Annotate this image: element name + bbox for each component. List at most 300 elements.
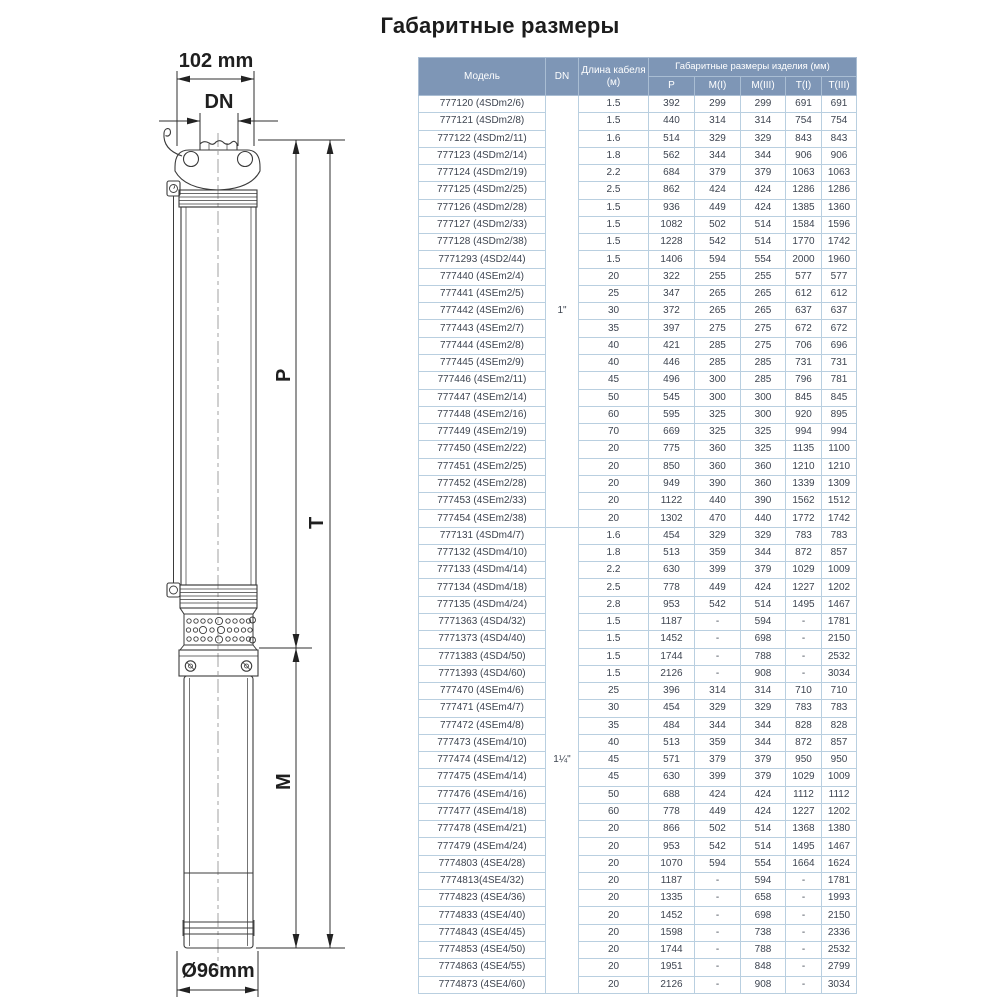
table-row bbox=[419, 838, 857, 855]
t3-cell: 845 bbox=[822, 389, 857, 406]
m3-cell: 658 bbox=[741, 890, 786, 907]
m3-cell: 265 bbox=[741, 285, 786, 302]
t3-cell: 672 bbox=[822, 320, 857, 337]
model-cell: 777128 (4SDm2/38) bbox=[419, 234, 546, 251]
table-row bbox=[419, 354, 857, 371]
t3-cell: 895 bbox=[822, 406, 857, 423]
screw-right bbox=[241, 661, 251, 671]
t1-cell: 950 bbox=[786, 752, 822, 769]
cable-length-cell: 20 bbox=[579, 959, 649, 976]
cable-length-cell: 1.5 bbox=[579, 251, 649, 268]
m1-cell: 449 bbox=[695, 803, 741, 820]
t3-cell: 2799 bbox=[822, 959, 857, 976]
m1-cell: 449 bbox=[695, 579, 741, 596]
m3-cell: 379 bbox=[741, 562, 786, 579]
cable-length-cell: 30 bbox=[579, 303, 649, 320]
p-cell: 421 bbox=[649, 337, 695, 354]
table-row bbox=[419, 424, 857, 441]
cable-length-cell: 60 bbox=[579, 803, 649, 820]
t1-cell: 1664 bbox=[786, 855, 822, 872]
m1-cell: 470 bbox=[695, 510, 741, 527]
p-cell: 1302 bbox=[649, 510, 695, 527]
t1-cell: 1584 bbox=[786, 216, 822, 233]
table-row bbox=[419, 717, 857, 734]
t3-cell: 2150 bbox=[822, 907, 857, 924]
table-row bbox=[419, 596, 857, 613]
dim-102mm-label: 102 mm bbox=[178, 50, 254, 72]
p-cell: 775 bbox=[649, 441, 695, 458]
pump-head bbox=[164, 129, 260, 207]
table-row bbox=[419, 803, 857, 820]
t1-cell: 1227 bbox=[786, 579, 822, 596]
p-cell: 630 bbox=[649, 562, 695, 579]
table-row bbox=[419, 441, 857, 458]
p-cell: 953 bbox=[649, 838, 695, 855]
m3-cell: 390 bbox=[741, 493, 786, 510]
m3-cell: 424 bbox=[741, 803, 786, 820]
model-cell: 777120 (4SDm2/6) bbox=[419, 96, 546, 113]
model-cell: 777452 (4SEm2/28) bbox=[419, 475, 546, 492]
table-row bbox=[419, 406, 857, 423]
m3-cell: 514 bbox=[741, 596, 786, 613]
table-row bbox=[419, 113, 857, 130]
t1-cell: - bbox=[786, 890, 822, 907]
p-cell: 1070 bbox=[649, 855, 695, 872]
t1-cell: 2000 bbox=[786, 251, 822, 268]
model-cell: 777127 (4SDm2/33) bbox=[419, 216, 546, 233]
t3-cell: 1993 bbox=[822, 890, 857, 907]
dimension-table-body bbox=[419, 96, 857, 994]
cable-clamp-bottom bbox=[167, 583, 180, 597]
p-cell: 1335 bbox=[649, 890, 695, 907]
model-cell: 777474 (4SEm4/12) bbox=[419, 752, 546, 769]
m1-cell: - bbox=[695, 631, 741, 648]
table-row bbox=[419, 890, 857, 907]
t3-cell: 3034 bbox=[822, 976, 857, 993]
cable-length-cell: 40 bbox=[579, 337, 649, 354]
table-row bbox=[419, 182, 857, 199]
t3-cell: 1512 bbox=[822, 493, 857, 510]
m3-cell: 514 bbox=[741, 234, 786, 251]
dimension-m bbox=[293, 648, 300, 948]
m3-cell: 379 bbox=[741, 165, 786, 182]
column-header-t1: T(I) bbox=[786, 77, 822, 96]
model-cell: 7774853 (4SE4/50) bbox=[419, 942, 546, 959]
motor-section bbox=[183, 676, 254, 948]
dimension-t bbox=[327, 140, 334, 948]
m3-cell: 554 bbox=[741, 251, 786, 268]
m3-cell: 314 bbox=[741, 683, 786, 700]
t1-cell: 754 bbox=[786, 113, 822, 130]
table-header bbox=[419, 58, 857, 96]
t1-cell: 906 bbox=[786, 147, 822, 164]
dimensions-table-container bbox=[418, 57, 856, 994]
table-row bbox=[419, 613, 857, 630]
t1-cell: 872 bbox=[786, 734, 822, 751]
cable-length-cell: 1.5 bbox=[579, 665, 649, 682]
m3-cell: 594 bbox=[741, 872, 786, 889]
m1-cell: - bbox=[695, 924, 741, 941]
table-row bbox=[419, 165, 857, 182]
m1-cell: 329 bbox=[695, 527, 741, 544]
m1-cell: 424 bbox=[695, 786, 741, 803]
t3-cell: 2532 bbox=[822, 648, 857, 665]
m1-cell: 300 bbox=[695, 372, 741, 389]
t1-cell: 994 bbox=[786, 424, 822, 441]
m3-cell: 788 bbox=[741, 942, 786, 959]
extension-lines bbox=[256, 140, 345, 948]
m3-cell: 300 bbox=[741, 406, 786, 423]
cable-length-cell: 1.5 bbox=[579, 613, 649, 630]
p-cell: 454 bbox=[649, 700, 695, 717]
t1-cell: 1286 bbox=[786, 182, 822, 199]
motor-coupling bbox=[179, 650, 258, 676]
m1-cell: 265 bbox=[695, 285, 741, 302]
t3-cell: 1624 bbox=[822, 855, 857, 872]
m1-cell: 359 bbox=[695, 544, 741, 561]
model-cell: 7774863 (4SE4/55) bbox=[419, 959, 546, 976]
model-cell: 7771373 (4SD4/40) bbox=[419, 631, 546, 648]
m1-cell: 255 bbox=[695, 268, 741, 285]
t1-cell: 1368 bbox=[786, 821, 822, 838]
t1-cell: 783 bbox=[786, 700, 822, 717]
m3-cell: 908 bbox=[741, 976, 786, 993]
m1-cell: - bbox=[695, 976, 741, 993]
m1-cell: - bbox=[695, 665, 741, 682]
m1-cell: 399 bbox=[695, 562, 741, 579]
cable-length-cell: 1.5 bbox=[579, 199, 649, 216]
t3-cell: 828 bbox=[822, 717, 857, 734]
m3-cell: 514 bbox=[741, 838, 786, 855]
m1-cell: 360 bbox=[695, 458, 741, 475]
model-cell: 777479 (4SEm4/24) bbox=[419, 838, 546, 855]
p-cell: 850 bbox=[649, 458, 695, 475]
cable-length-cell: 20 bbox=[579, 838, 649, 855]
p-cell: 514 bbox=[649, 130, 695, 147]
m1-cell: 314 bbox=[695, 683, 741, 700]
m3-cell: 275 bbox=[741, 320, 786, 337]
m3-cell: 255 bbox=[741, 268, 786, 285]
t1-cell: 796 bbox=[786, 372, 822, 389]
m1-cell: 360 bbox=[695, 441, 741, 458]
pump-body bbox=[167, 207, 257, 614]
p-cell: 322 bbox=[649, 268, 695, 285]
p-cell: 1122 bbox=[649, 493, 695, 510]
t3-cell: 1742 bbox=[822, 510, 857, 527]
p-cell: 396 bbox=[649, 683, 695, 700]
cable-length-cell: 40 bbox=[579, 354, 649, 371]
t3-cell: 1309 bbox=[822, 475, 857, 492]
t3-cell: 1202 bbox=[822, 579, 857, 596]
table-row bbox=[419, 562, 857, 579]
m3-cell: 908 bbox=[741, 665, 786, 682]
cable-length-cell: 25 bbox=[579, 683, 649, 700]
column-header-m1: M(I) bbox=[695, 77, 741, 96]
m1-cell: 325 bbox=[695, 424, 741, 441]
t1-cell: 1135 bbox=[786, 441, 822, 458]
table-row bbox=[419, 821, 857, 838]
m1-cell: - bbox=[695, 872, 741, 889]
cable-length-cell: 45 bbox=[579, 752, 649, 769]
table-row bbox=[419, 268, 857, 285]
t3-cell: 857 bbox=[822, 734, 857, 751]
p-cell: 866 bbox=[649, 821, 695, 838]
cable-length-cell: 20 bbox=[579, 821, 649, 838]
model-cell: 777447 (4SEm2/14) bbox=[419, 389, 546, 406]
dn-cell: 1" bbox=[546, 96, 579, 528]
m1-cell: 449 bbox=[695, 199, 741, 216]
t1-cell: 920 bbox=[786, 406, 822, 423]
m1-cell: - bbox=[695, 907, 741, 924]
table-row bbox=[419, 527, 857, 544]
m3-cell: 325 bbox=[741, 424, 786, 441]
dim-p-label: P bbox=[273, 368, 295, 382]
model-cell: 7771393 (4SD4/60) bbox=[419, 665, 546, 682]
t3-cell: 994 bbox=[822, 424, 857, 441]
m3-cell: 788 bbox=[741, 648, 786, 665]
m1-cell: 300 bbox=[695, 389, 741, 406]
model-cell: 777122 (4SDm2/11) bbox=[419, 130, 546, 147]
m3-cell: 344 bbox=[741, 717, 786, 734]
t3-cell: 1467 bbox=[822, 596, 857, 613]
t3-cell: 691 bbox=[822, 96, 857, 113]
p-cell: 936 bbox=[649, 199, 695, 216]
m3-cell: 698 bbox=[741, 631, 786, 648]
p-cell: 1187 bbox=[649, 613, 695, 630]
m3-cell: 424 bbox=[741, 579, 786, 596]
cable-length-cell: 1.5 bbox=[579, 113, 649, 130]
cable-length-cell: 20 bbox=[579, 976, 649, 993]
dimensions-table bbox=[418, 57, 857, 994]
m1-cell: 424 bbox=[695, 182, 741, 199]
t3-cell: 2150 bbox=[822, 631, 857, 648]
t1-cell: 1210 bbox=[786, 458, 822, 475]
m3-cell: 424 bbox=[741, 182, 786, 199]
dn-cell: 1¼" bbox=[546, 527, 579, 993]
cable-length-cell: 20 bbox=[579, 924, 649, 941]
m1-cell: - bbox=[695, 613, 741, 630]
p-cell: 953 bbox=[649, 596, 695, 613]
table-row bbox=[419, 234, 857, 251]
threaded-outlet bbox=[200, 141, 237, 150]
dim-t-label: T bbox=[306, 516, 328, 529]
model-cell: 777448 (4SEm2/16) bbox=[419, 406, 546, 423]
m3-cell: 514 bbox=[741, 216, 786, 233]
p-cell: 1452 bbox=[649, 631, 695, 648]
p-cell: 862 bbox=[649, 182, 695, 199]
m1-cell: 542 bbox=[695, 596, 741, 613]
m3-cell: 379 bbox=[741, 769, 786, 786]
t1-cell: - bbox=[786, 942, 822, 959]
model-cell: 777125 (4SDm2/25) bbox=[419, 182, 546, 199]
t1-cell: 1385 bbox=[786, 199, 822, 216]
model-cell: 777123 (4SDm2/14) bbox=[419, 147, 546, 164]
model-cell: 777449 (4SEm2/19) bbox=[419, 424, 546, 441]
t3-cell: 1380 bbox=[822, 821, 857, 838]
p-cell: 1228 bbox=[649, 234, 695, 251]
cable-length-cell: 40 bbox=[579, 734, 649, 751]
column-header-cable-length: Длина кабеля (м) bbox=[579, 58, 649, 96]
t3-cell: 3034 bbox=[822, 665, 857, 682]
t3-cell: 1100 bbox=[822, 441, 857, 458]
t1-cell: 637 bbox=[786, 303, 822, 320]
p-cell: 778 bbox=[649, 803, 695, 820]
cable-length-cell: 50 bbox=[579, 389, 649, 406]
model-cell: 777444 (4SEm2/8) bbox=[419, 337, 546, 354]
model-cell: 7774823 (4SE4/36) bbox=[419, 890, 546, 907]
t3-cell: 1360 bbox=[822, 199, 857, 216]
t3-cell: 1286 bbox=[822, 182, 857, 199]
m1-cell: 314 bbox=[695, 113, 741, 130]
t3-cell: 857 bbox=[822, 544, 857, 561]
t3-cell: 1009 bbox=[822, 769, 857, 786]
cable-length-cell: 60 bbox=[579, 406, 649, 423]
p-cell: 440 bbox=[649, 113, 695, 130]
m3-cell: 285 bbox=[741, 372, 786, 389]
m1-cell: 594 bbox=[695, 855, 741, 872]
m3-cell: 325 bbox=[741, 441, 786, 458]
screw-left bbox=[185, 661, 195, 671]
m3-cell: 440 bbox=[741, 510, 786, 527]
cable-length-cell: 20 bbox=[579, 855, 649, 872]
p-cell: 454 bbox=[649, 527, 695, 544]
p-cell: 513 bbox=[649, 734, 695, 751]
m1-cell: 285 bbox=[695, 354, 741, 371]
t1-cell: - bbox=[786, 907, 822, 924]
m1-cell: 399 bbox=[695, 769, 741, 786]
t3-cell: 1781 bbox=[822, 613, 857, 630]
p-cell: 397 bbox=[649, 320, 695, 337]
model-cell: 777443 (4SEm2/7) bbox=[419, 320, 546, 337]
t3-cell: 2336 bbox=[822, 924, 857, 941]
table-row bbox=[419, 130, 857, 147]
table-row bbox=[419, 872, 857, 889]
table-row bbox=[419, 631, 857, 648]
p-cell: 949 bbox=[649, 475, 695, 492]
model-cell: 7771383 (4SD4/50) bbox=[419, 648, 546, 665]
t1-cell: 672 bbox=[786, 320, 822, 337]
p-cell: 562 bbox=[649, 147, 695, 164]
t3-cell: 1467 bbox=[822, 838, 857, 855]
t1-cell: 845 bbox=[786, 389, 822, 406]
model-cell: 7774843 (4SE4/45) bbox=[419, 924, 546, 941]
table-row bbox=[419, 683, 857, 700]
t1-cell: 843 bbox=[786, 130, 822, 147]
table-row bbox=[419, 510, 857, 527]
t1-cell: - bbox=[786, 959, 822, 976]
table-row bbox=[419, 942, 857, 959]
model-cell: 777131 (4SDm4/7) bbox=[419, 527, 546, 544]
page-title: Габаритные размеры bbox=[380, 13, 620, 38]
m3-cell: 265 bbox=[741, 303, 786, 320]
model-cell: 777476 (4SEm4/16) bbox=[419, 786, 546, 803]
model-cell: 777445 (4SEm2/9) bbox=[419, 354, 546, 371]
t1-cell: 1562 bbox=[786, 493, 822, 510]
p-cell: 1951 bbox=[649, 959, 695, 976]
t1-cell: 828 bbox=[786, 717, 822, 734]
m1-cell: 344 bbox=[695, 717, 741, 734]
m3-cell: 360 bbox=[741, 458, 786, 475]
model-cell: 777134 (4SDm4/18) bbox=[419, 579, 546, 596]
model-cell: 777475 (4SEm4/14) bbox=[419, 769, 546, 786]
m1-cell: 299 bbox=[695, 96, 741, 113]
m1-cell: - bbox=[695, 648, 741, 665]
m3-cell: 379 bbox=[741, 752, 786, 769]
cable-length-cell: 35 bbox=[579, 717, 649, 734]
t3-cell: 710 bbox=[822, 683, 857, 700]
table-row bbox=[419, 579, 857, 596]
t3-cell: 731 bbox=[822, 354, 857, 371]
m1-cell: - bbox=[695, 890, 741, 907]
model-cell: 777450 (4SEm2/22) bbox=[419, 441, 546, 458]
p-cell: 513 bbox=[649, 544, 695, 561]
p-cell: 1082 bbox=[649, 216, 695, 233]
p-cell: 484 bbox=[649, 717, 695, 734]
m3-cell: 594 bbox=[741, 613, 786, 630]
m1-cell: 265 bbox=[695, 303, 741, 320]
cable-length-cell: 25 bbox=[579, 285, 649, 302]
t1-cell: 1495 bbox=[786, 596, 822, 613]
t1-cell: - bbox=[786, 872, 822, 889]
p-cell: 2126 bbox=[649, 665, 695, 682]
t3-cell: 1960 bbox=[822, 251, 857, 268]
t1-cell: 1029 bbox=[786, 562, 822, 579]
p-cell: 2126 bbox=[649, 976, 695, 993]
model-cell: 777124 (4SDm2/19) bbox=[419, 165, 546, 182]
table-row bbox=[419, 907, 857, 924]
model-cell: 777478 (4SEm4/21) bbox=[419, 821, 546, 838]
table-row bbox=[419, 855, 857, 872]
p-cell: 372 bbox=[649, 303, 695, 320]
table-row bbox=[419, 493, 857, 510]
p-cell: 595 bbox=[649, 406, 695, 423]
table-row bbox=[419, 976, 857, 993]
table-row bbox=[419, 285, 857, 302]
m3-cell: 360 bbox=[741, 475, 786, 492]
suction-screen bbox=[180, 614, 257, 650]
cable-length-cell: 20 bbox=[579, 493, 649, 510]
m1-cell: 542 bbox=[695, 838, 741, 855]
t3-cell: 781 bbox=[822, 372, 857, 389]
table-row bbox=[419, 734, 857, 751]
t1-cell: 706 bbox=[786, 337, 822, 354]
cable-length-cell: 20 bbox=[579, 268, 649, 285]
p-cell: 1744 bbox=[649, 942, 695, 959]
m3-cell: 300 bbox=[741, 389, 786, 406]
m3-cell: 344 bbox=[741, 734, 786, 751]
cable-length-cell: 50 bbox=[579, 786, 649, 803]
cable-length-cell: 1.5 bbox=[579, 234, 649, 251]
table-row bbox=[419, 544, 857, 561]
cable-length-cell: 2.5 bbox=[579, 182, 649, 199]
cable-hook-icon bbox=[164, 129, 182, 156]
m1-cell: 594 bbox=[695, 251, 741, 268]
m3-cell: 275 bbox=[741, 337, 786, 354]
dim-m-label: M bbox=[273, 773, 295, 790]
cable-length-cell: 20 bbox=[579, 510, 649, 527]
table-row bbox=[419, 700, 857, 717]
dim-dn-label: DN bbox=[204, 91, 234, 113]
cable-length-cell: 70 bbox=[579, 424, 649, 441]
column-header-dn: DN bbox=[546, 58, 579, 96]
table-row bbox=[419, 458, 857, 475]
table-row bbox=[419, 769, 857, 786]
cable-length-cell: 2.2 bbox=[579, 165, 649, 182]
model-cell: 777477 (4SEm4/18) bbox=[419, 803, 546, 820]
p-cell: 1744 bbox=[649, 648, 695, 665]
t1-cell: 731 bbox=[786, 354, 822, 371]
m3-cell: 848 bbox=[741, 959, 786, 976]
